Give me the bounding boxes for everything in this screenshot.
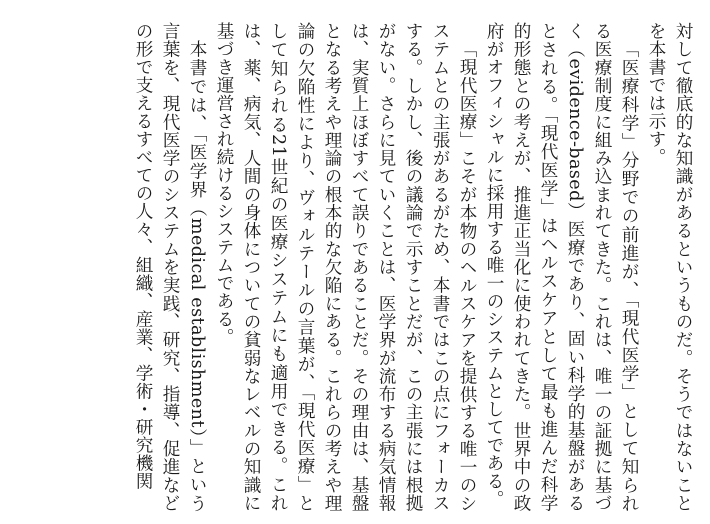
paragraph-3: 「現代医療」こそが本物のヘルスケアを提供する唯一のシステムとの主張があるがため、本書ではこの点にフォーカスする。しかし、後の議論で示すことだが、この主張には根拠がない。さらに見ていくことは、医学界が流布する病気情報は、実質上ほぼすべて誤りであることだ。その理由は、基盤となる考えや理論の根本的な欠陥にある。これらの考えや理論の欠陥性により、ヴォルテールの言葉が、「現代医療」として知られる21世紀の医療システムにも適用できる。これは、薬、病気、人間の身体についての貧弱なレベルの知識に基づき運営され続けるシステムである。 (214, 22, 477, 512)
paragraph-4: 本書では、「医学界（medical establishment）」という言葉を、現代医学のシステムを実践、研究、指導、促進などの形で支えるすべての人々、組織、産業、学術・研究機関 (133, 22, 207, 512)
paragraph-2: 「医療科学」分野での前進が、「現代医学」として知られる医療制度に組み込まれてきた。これは、唯一の証拠に基づく（evidence-based）医療であり、固い科学的基盤があるとされる。「現代医学」はヘルスケアとして最も進んだ科学的形態との考えが、推進正当化に使われてきた。世界中の政府がオフィシャルに採用する唯一のシステムとしてである。 (484, 22, 639, 512)
paragraph-1: 対して徹底的な知識があるというものだ。そうではないことを本書では示す。 (646, 22, 693, 512)
vertical-text-body (129, 22, 696, 512)
